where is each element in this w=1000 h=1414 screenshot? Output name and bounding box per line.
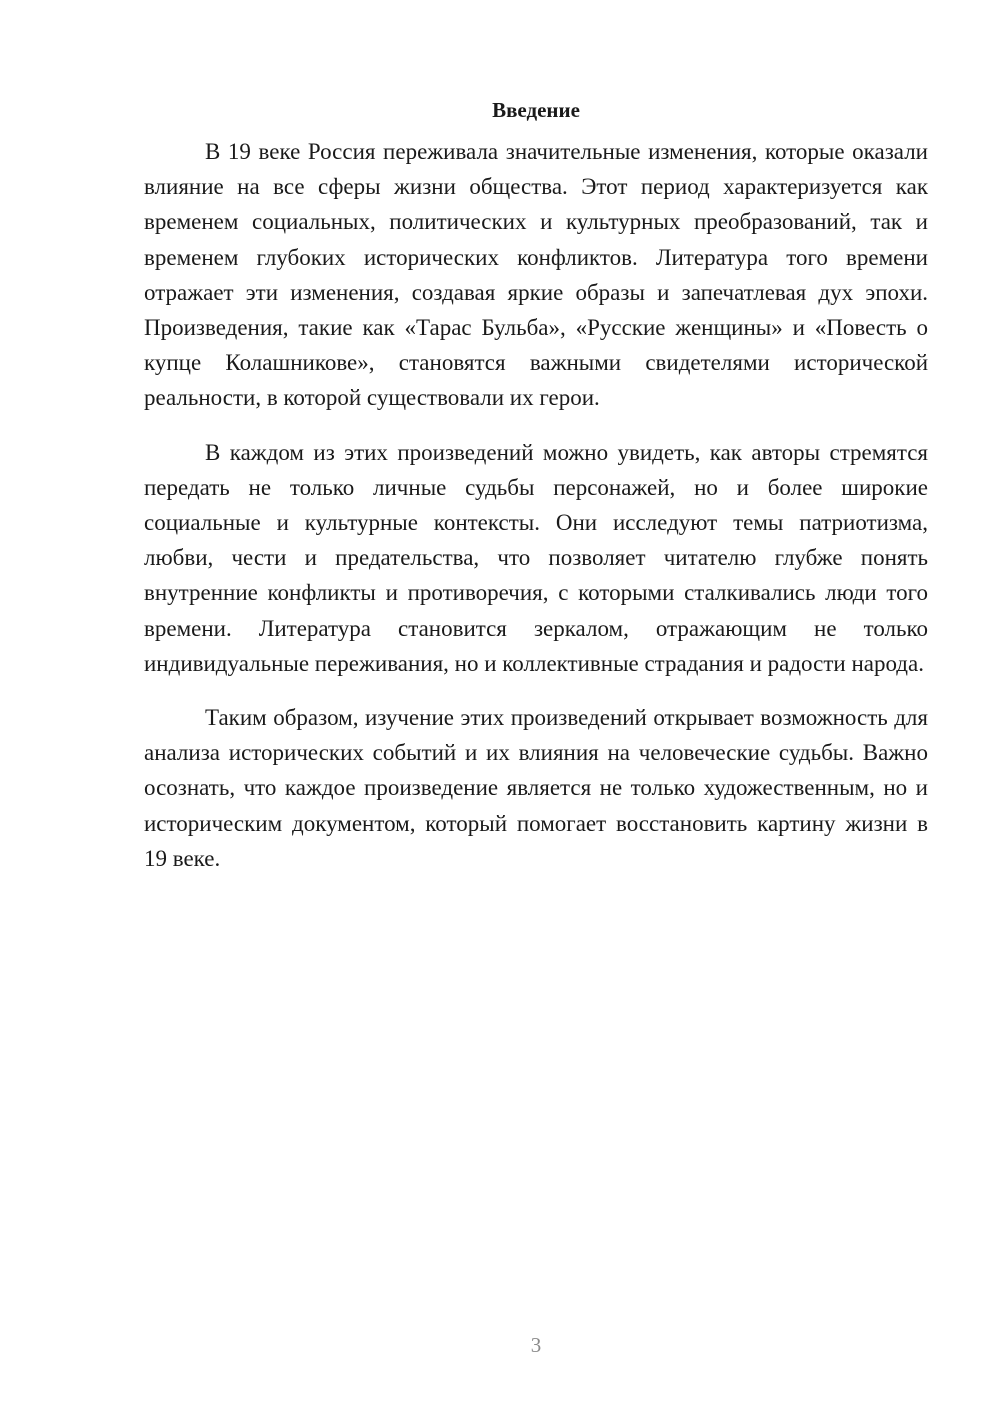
page-content: [144, 93, 928, 876]
page-number: 3: [530, 1333, 542, 1357]
paragraph-2: В каждом из этих произведений можно увидеть, как авторы стремятся передать не только личные судьбы персонажей, но и более широкие социальные и культурные контексты. Они исследуют темы патриотизма, любви, чести и предательства, что позволяет читателю глубже понять внутренние конфликты и противоречия, с которыми сталкивались люди того времени. Литература становится зеркалом, отражающим не только индивидуальные переживания, но и коллективные страдания и радости народа.: [144, 439, 928, 676]
paragraph-3: Таким образом, изучение этих произведений открывает возможность для анализа исторических событий и их влияния на человеческие судьбы. Важно осознать, что каждое произведение является не только художественным, но и историческим документом, который помогает восстановить картину жизни в 19 веке.: [144, 705, 928, 871]
section-heading: Введение: [492, 98, 580, 122]
paragraph-1: В 19 веке Россия переживала значительные изменения, которые оказали влияние на все сферы жизни общества. Этот период характеризуется как временем социальных, политических и культурных преобразований, так и временем глубоких исторических конфликтов. Литература того времени отражает эти изменения, создавая яркие образы и запечатлевая дух эпохи. Произведения, такие как «Тарас Бульба», «Русские женщины» и «Повесть о купце Колашникове», становятся важными свидетелями исторической реальности, в которой существовали их герои.: [144, 139, 928, 411]
